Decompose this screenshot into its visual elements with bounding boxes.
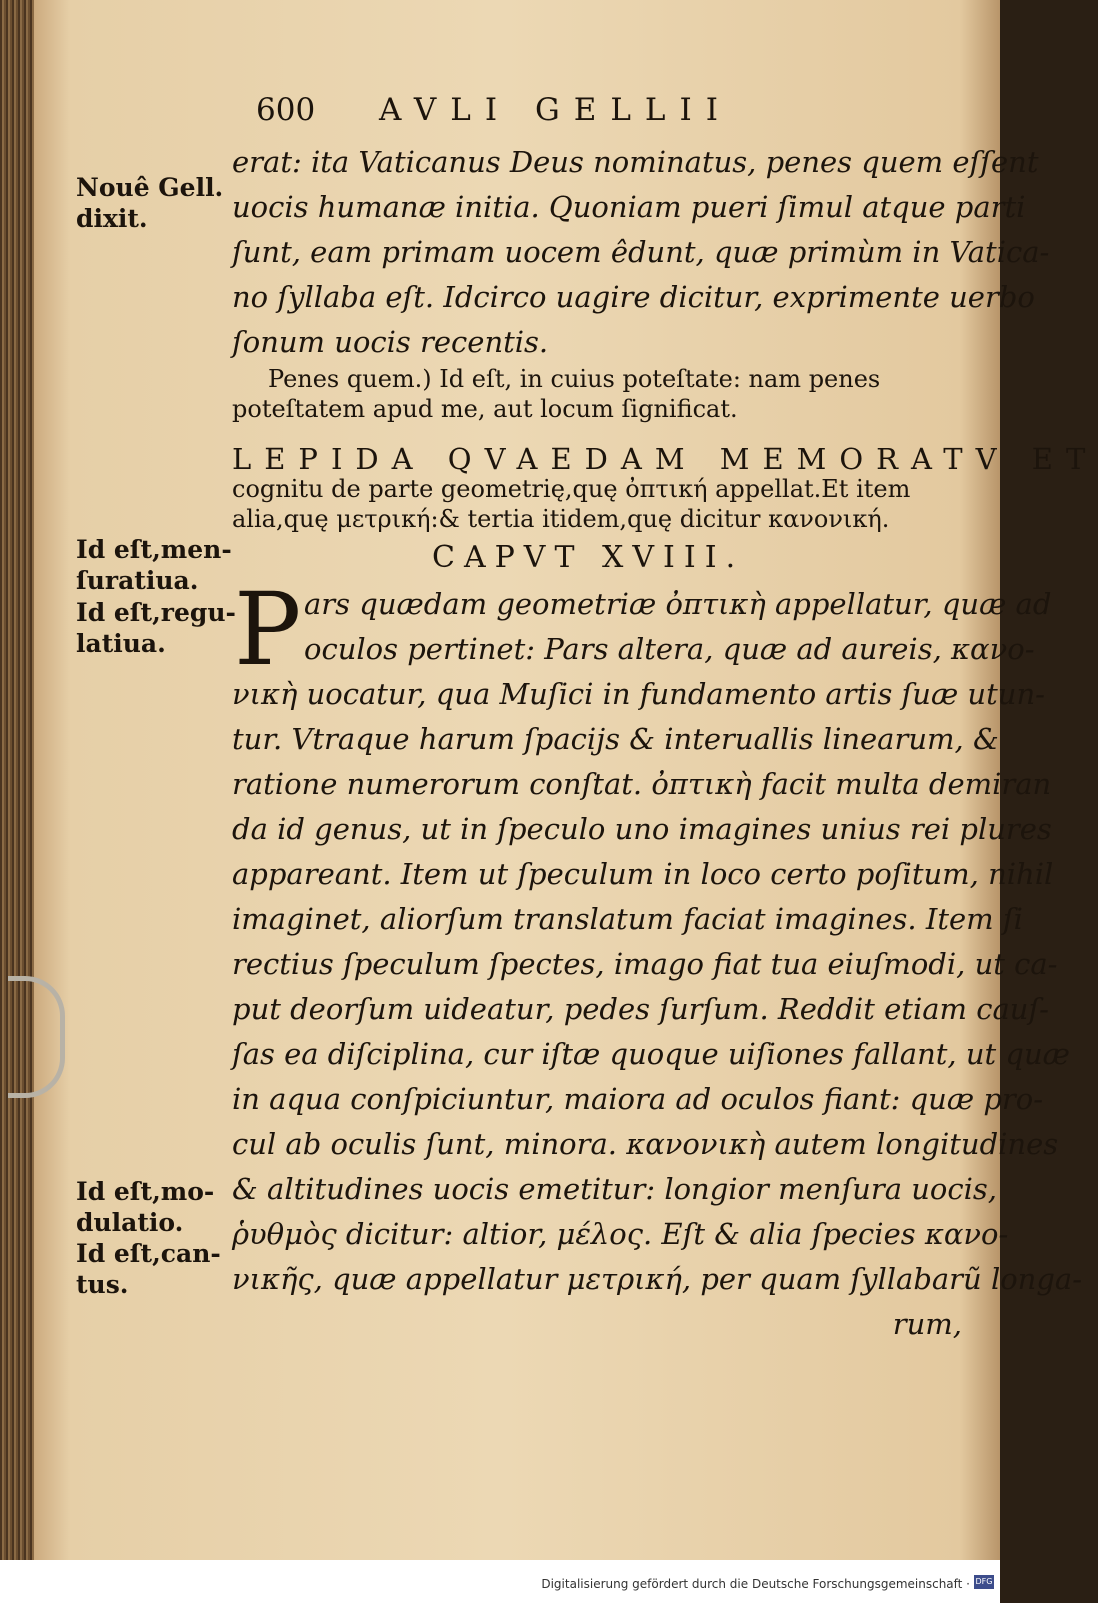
text-line: cul ab oculis ſunt, minora. κανονικὴ autem longitudines bbox=[232, 1127, 1059, 1161]
margin-note bbox=[76, 172, 223, 234]
chapter-title: CAPVT XVIII. bbox=[432, 540, 745, 575]
margin-note-line: tus. bbox=[76, 1270, 129, 1299]
margin-note-line: dixit. bbox=[76, 204, 148, 233]
margin-note-line: Nouê Gell. bbox=[76, 173, 224, 202]
text-line: in aqua conſpiciuntur, maiora ad oculos fiant: quæ pro- bbox=[232, 1082, 1044, 1116]
text-line: LEPIDA QVAEDAM MEMORATV ET bbox=[232, 442, 1098, 476]
text-line: imaginet, aliorſum translatum faciat imagines. Item ſi bbox=[232, 902, 1023, 936]
text-line: oculos pertinet: Pars altera, quæ ad aureis, κανο- bbox=[304, 632, 1035, 666]
margin-note-line: Id eſt,men- bbox=[76, 535, 232, 564]
paragraph-2 bbox=[232, 672, 1083, 1347]
paragraph-2-start bbox=[304, 582, 1052, 672]
text-line: ῥυθμὸς dicitur: altior, μέλος. Eſt & alia ſpecies κανο- bbox=[232, 1217, 1009, 1251]
margin-note bbox=[76, 1176, 214, 1238]
margin-note-line: latiua. bbox=[76, 629, 166, 658]
footer-credit: Digitalisierung gefördert durch die Deutsche Forschungsgemeinschaft · bbox=[541, 1577, 970, 1591]
margin-note bbox=[76, 534, 232, 596]
text-line: da id genus, ut in ſpeculo uno imagines unius rei plures bbox=[232, 812, 1052, 846]
text-line: cognitu de parte geometrię,quę ὀπτική appellat.Et item bbox=[232, 475, 911, 503]
margin-note-line: Id eſt,mo- bbox=[76, 1177, 215, 1206]
text-line: tur. Vtraque harum ſpacijs & interuallis linearum, & bbox=[232, 722, 999, 756]
margin-note-line: ſuratiua. bbox=[76, 566, 199, 595]
commentary bbox=[232, 364, 962, 424]
text-line: & altitudines uocis emetitur: longior menſura uocis, bbox=[232, 1172, 997, 1206]
page-number: 600 bbox=[256, 92, 316, 128]
text-line: no ſyllaba eſt. Idcirco uagire dicitur, exprimente uerbo bbox=[232, 280, 1035, 314]
drop-cap: P bbox=[234, 571, 302, 688]
text-line: ars quædam geometriæ ὀπτικὴ appellatur, quæ ad bbox=[304, 587, 1052, 621]
book-page bbox=[34, 10, 1098, 1540]
margin-note bbox=[76, 1238, 221, 1300]
margin-note-line: dulatio. bbox=[76, 1208, 184, 1237]
page-edges bbox=[0, 0, 34, 1560]
footer-bar bbox=[0, 1560, 1000, 1603]
text-line: νικῆς, quæ appellatur μετρική, per quam ſyllabarũ longa- bbox=[232, 1262, 1083, 1296]
catchword: rum, bbox=[892, 1307, 962, 1341]
margin-note-line: Id eſt,regu- bbox=[76, 598, 236, 627]
text-line: νικὴ uocatur, qua Muſici in fundamento artis ſuæ utun- bbox=[232, 677, 1045, 711]
dfg-logo: DFG bbox=[974, 1575, 994, 1589]
running-header bbox=[256, 92, 976, 128]
text-line: ratione numerorum conſtat. ὀπτικὴ facit multa demiran bbox=[232, 767, 1052, 801]
text-line: Penes quem.) Id eſt, in cuius poteſtate: nam penes bbox=[268, 365, 881, 393]
paragraph-1 bbox=[232, 140, 1050, 365]
margin-note bbox=[76, 597, 236, 659]
text-line: ſas ea diſciplina, cur iſtæ quoque uiſiones fallant, ut quæ bbox=[232, 1037, 1070, 1071]
margin-note-line: Id eſt,can- bbox=[76, 1239, 221, 1268]
chapter-summary bbox=[232, 442, 1098, 534]
text-line: poteſtatem apud me, aut locum ſignificat. bbox=[232, 395, 738, 423]
text-line: put deorſum uideatur, pedes ſurſum. Reddit etiam cauſ- bbox=[232, 992, 1049, 1026]
text-line: ſunt, eam primam uocem êdunt, quæ primùm in Vatica- bbox=[232, 235, 1050, 269]
text-line: alia,quę μετρική:& tertia itidem,quę dicitur κανονική. bbox=[232, 505, 890, 533]
running-title: AVLI GELLII bbox=[379, 92, 733, 128]
text-line: uocis humanæ initia. Quoniam pueri ſimul atque parti bbox=[232, 190, 1026, 224]
text-line: erat: ita Vaticanus Deus nominatus, penes quem eſſent bbox=[232, 145, 1039, 179]
text-line: appareant. Item ut ſpeculum in loco certo poſitum, nihil bbox=[232, 857, 1054, 891]
text-line: rectius ſpeculum ſpectes, imago fiat tua eiuſmodi, ut ca- bbox=[232, 947, 1058, 981]
text-line: ſonum uocis recentis. bbox=[232, 325, 549, 359]
